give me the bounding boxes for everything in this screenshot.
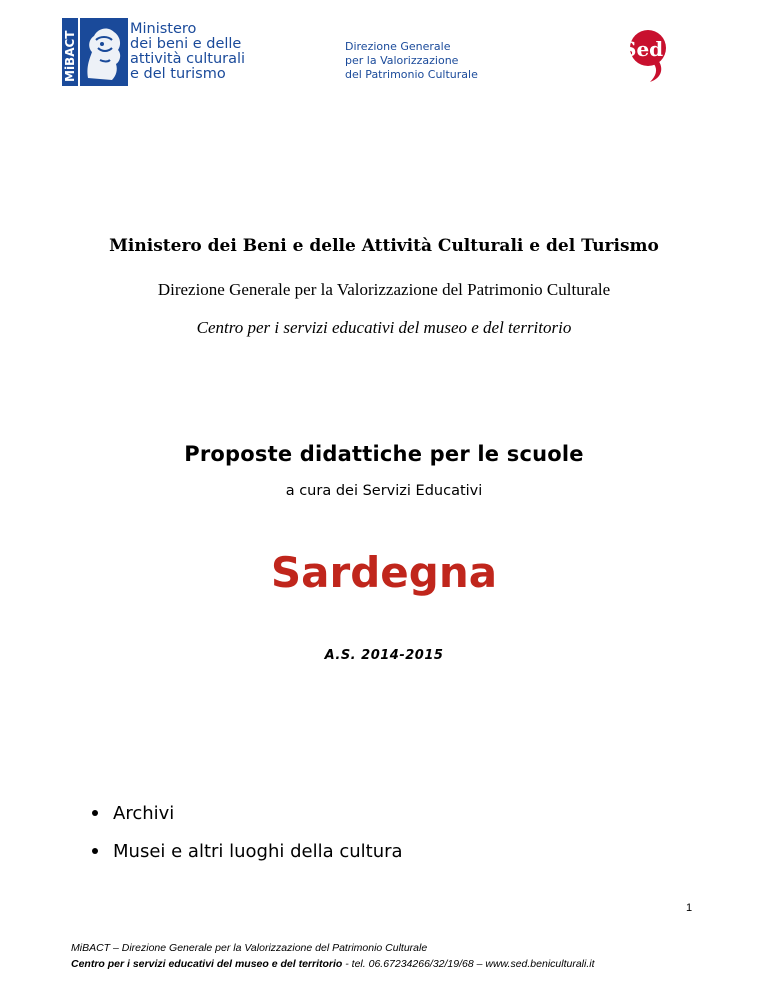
mibact-logo-text [130,22,245,82]
mibact-logo [62,18,262,88]
footer-line-2 [71,956,595,972]
footer-line-1: MiBACT – Direzione Generale per la Valorizzazione del Patrimonio Culturale [71,942,428,954]
dg-line-3: del Patrimonio Culturale [345,68,478,81]
mibact-line-3: attività culturali [130,51,246,67]
list-item [88,832,403,870]
page-footer [71,940,595,972]
mibact-vertical-text: MiBACT [63,30,77,82]
region-title: Sardegna [270,548,498,597]
directorate-title: Direzione Generale per la Valorizzazione del Patrimonio Culturale [157,280,611,299]
list-item-label: Musei e altri luoghi della cultura [113,840,403,862]
list-item-label: Archivi [113,802,175,824]
sed-logo-text: Sed [622,37,664,61]
category-list [88,794,403,870]
bullet-icon [92,810,98,816]
main-subheading: a cura dei Servizi Educativi [285,483,483,499]
dg-line-1: Direzione Generale [345,40,451,53]
school-year: A.S. 2014-2015 [324,648,444,663]
dg-line-2: per la Valorizzazione [345,54,459,67]
mibact-line-4: e del turismo [130,66,226,82]
centro-title: Centro per i servizi educativi del museo e del territorio [196,318,572,337]
ministry-title: Ministero dei Beni e delle Attività Culturali e del Turismo [109,236,659,256]
mibact-line-1: Ministero [130,21,197,37]
mibact-line-2: dei beni e delle [130,36,242,52]
footer-centro: Centro per i servizi educativi del museo e del territorio [71,958,343,970]
page-number: 1 [686,902,693,914]
mibact-emblem-icon [62,18,128,86]
footer-contacts: - tel. 06.67234266/32/19/68 – www.sed.beniculturali.it [342,958,595,970]
dg-logo [345,40,478,82]
list-item [88,794,403,832]
sed-logo-icon [614,26,674,84]
bullet-icon [92,848,98,854]
main-heading: Proposte didattiche per le scuole [184,442,584,466]
